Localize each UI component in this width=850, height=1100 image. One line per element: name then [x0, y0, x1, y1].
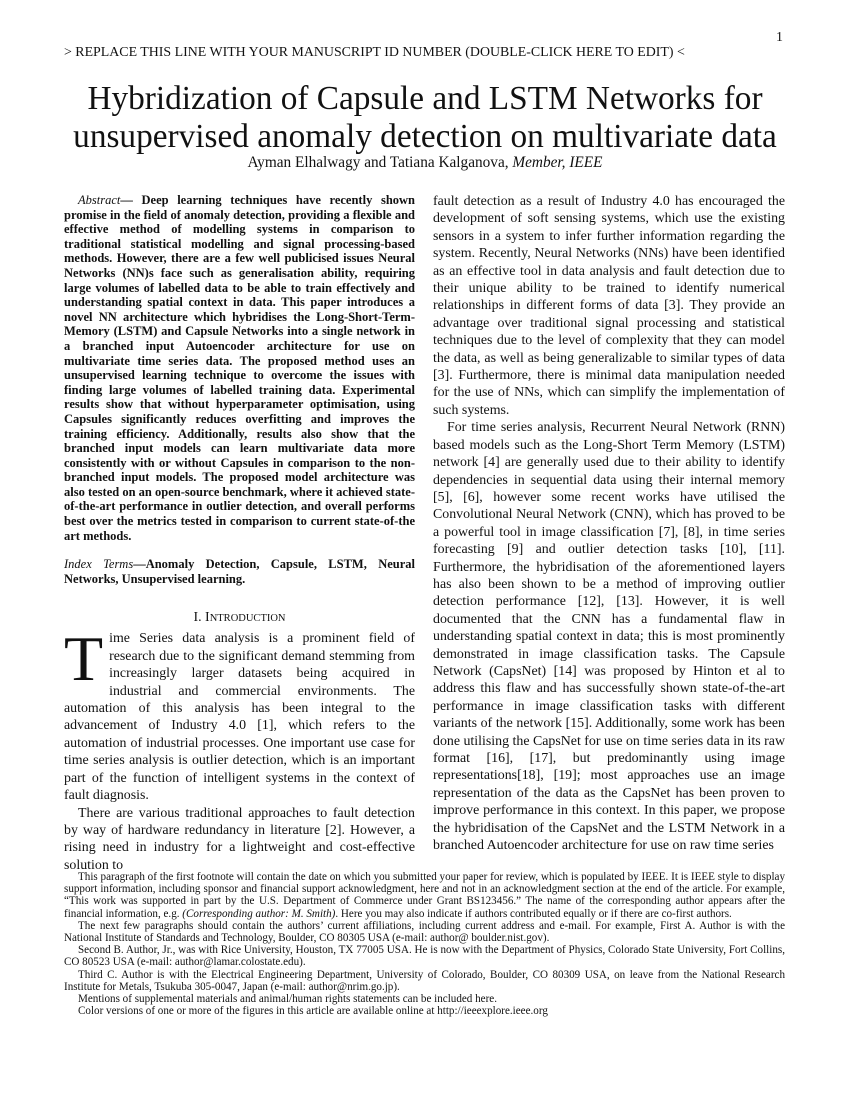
- drop-cap: T: [64, 623, 104, 695]
- footnote-1-text: This paragraph of the first footnote will contain the date on which you submitted your paper for review, which is populated by IEEE. It is IEEE style to display support information, including sponsor and financial support acknowledgment, here and not in an acknowledgment section at the end of the article. For example, “This work was supported in part by the U.S. Department of Commerce under Grant BS123456.” The name of the corresponding author appears after the financial information, e.g.: [64, 871, 785, 920]
- paper-title: Hybridization of Capsule and LSTM Networks for unsupervised anomaly detection on multivariate data: [73, 80, 777, 155]
- footnote-1-corresponding-author: (Corresponding author: M. Smith): [182, 907, 336, 920]
- intro-paragraph-1: [64, 623, 415, 804]
- abstract-text: Deep learning techniques have recently shown promise in the field of anomaly detection, providing a flexible and effective method of modelling systems in comparison to traditional statistical modelling and signal processing-based methods. However, there are a few well publicised issues Neural Networks (NN)s face such as generalisation ability, requiring large volumes of labelled data to be able to train effectively and understanding spatial context in data. This paper introduces a novel NN architecture which hybridises the Long-Short-Term-Memory (LSTM) and Capsule Networks into a single network in a branched input Autoencoder architecture for use on multivariate time series data. The proposed method uses an unsupervised learning technique to overcome the issues with finding large volumes of labelled training data. Experimental results show that without hyperparameter optimisation, using Capsules significantly reduces overfitting and improves the training efficiency. Additionally, results also show that the branched input models can learn multivariate data more consistently with or without Capsules in comparison to the non-branched input models. The proposed model architecture was also tested on an open-source benchmark, where it achieved state-of-the-art performance in outlier detection, and overall performs best over the metrics tested in comparison to current state-of-the art methods.: [64, 193, 415, 543]
- index-terms: [64, 557, 415, 586]
- intro-paragraph-3: For time series analysis, Recurrent Neural Network (RNN) based models such as the Long-Short Term Memory (LSTM) network [4] are generally used due to their ability to identify dependencies in sequential data using their internal memory [5], [6], however some recent works have utilised the Convolutional Neural Network (CNN), which has proved to be a powerful tool in image classification [7], [8], in time series forecasting [9] and outlier detection tasks [10], [11]. Furthermore, the hybridisation of the aforementioned layers has also been shown to be a method of improving outlier detection performance [12], [13]. However, it is well documented that the CNN has a fundamental flaw in understanding spatial context in data; this is most prominently demonstrated in image classification tasks. The Capsule Network (CapsNet) [14] was proposed by Hinton et al to address this flaw and has successfully shown state-of-the-art performance in image classification tasks with different variants of the network [15]. Additionally, some work has been done utilising the CapsNet for use on time series data in its raw format [16], [17], but predominantly using image representations[18], [19]; most approaches use an image representation of the data as the CapsNet has been proven to improve performance in this context. In this paper, we propose the hybridisation of the CapsNet and the LSTM Network in a branched Autoencoder architecture for use on raw time series: [433, 420, 785, 854]
- abstract: [64, 193, 415, 543]
- index-terms-label: Index Terms: [64, 557, 134, 572]
- author-names: Ayman Elhalwagy and Tatiana Kalganova,: [247, 154, 513, 171]
- intro-paragraph-2-continued: fault detection as a result of Industry 4.0 has encouraged the development of soft sensing systems, which use the existing sensors in a system to infer further information regarding the system. Recently, Neural Networks (NNs) have been identified as an effective tool in data analysis and fault detection due to their unique ability to be trained to identify numerical relationships in different forms of data [3]. They provide an advantage over traditional signal processing and statistical techniques due to the level of complexity that they can model the data, as well as being generalizable to similar types of data [3]. Furthermore, there is minimal data manipulation needed for the use of NNs, which can simplify the implementation of such systems.: [433, 194, 785, 418]
- abstract-dash: —: [120, 193, 142, 207]
- section-heading-introduction: [64, 610, 415, 626]
- footnote-5: Mentions of supplemental materials and animal/human rights statements can be included here.: [78, 993, 497, 1006]
- footnote-1: [64, 871, 785, 920]
- abstract-label: Abstract: [78, 193, 121, 207]
- right-column: [433, 193, 785, 854]
- intro-paragraph-1-text: ime Series data analysis is a prominent field of research due to the significant demand stemming from increasingly larger datasets being acquired in industrial and commercial environments. The automation of this analysis has been integral to the advancement of Industry 4.0 [1], which refers to the automation of industrial processes. One important use case for time series analysis is outlier detection, which is an important part of the function of intelligent systems in the context of fault diagnosis.: [64, 631, 415, 804]
- index-terms-text: —Anomaly Detection, Capsule, LSTM, Neural Networks, Unsupervised learning.: [64, 557, 415, 586]
- manuscript-id-header[interactable]: > REPLACE THIS LINE WITH YOUR MANUSCRIPT ID NUMBER (DOUBLE-CLICK HERE TO EDIT) <: [64, 45, 685, 60]
- author-line: [0, 154, 850, 172]
- intro-paragraph-2: There are various traditional approaches to fault detection by way of hardware redundancy in literature [2]. However, a rising need in industry for a lightweight and cost-effective solution to: [64, 805, 415, 873]
- footnote-3: Second B. Author, Jr., was with Rice University, Houston, TX 77005 USA. He is now with the Department of Physics, Colorado State University, Fort Collins, CO 80523 USA (e-mail: author@lamar.colostate.edu).: [64, 944, 785, 969]
- section-number: I. I: [193, 610, 210, 626]
- footnote-2: The next few paragraphs should contain the authors’ current affiliations, including current address and e-mail. For example, First A. Author is with the National Institute of Standards and Technology, Boulder, CO 80305 USA (e-mail: author@ boulder.nist.gov).: [64, 919, 785, 945]
- footnote-1-text-end: . Here you may also indicate if authors contributed equally or if there are co-first authors.: [335, 907, 732, 920]
- footnote-4: Third C. Author is with the Electrical Engineering Department, University of Colorado, Boulder, CO 80309 USA, on leave from the National Research Institute for Metals, Tsukuba 305-0047, Japan (e-mail: author@nrim.go.jp).: [64, 968, 785, 993]
- footnotes: [64, 871, 785, 1017]
- author-membership: Member, IEEE: [512, 154, 603, 171]
- section-name: NTRODUCTION: [209, 613, 286, 625]
- footnote-6: Color versions of one or more of the figures in this article are available online at http://ieeexplore.ieee.org: [78, 1005, 548, 1018]
- page-number: 1: [776, 30, 783, 45]
- left-column: [64, 193, 415, 874]
